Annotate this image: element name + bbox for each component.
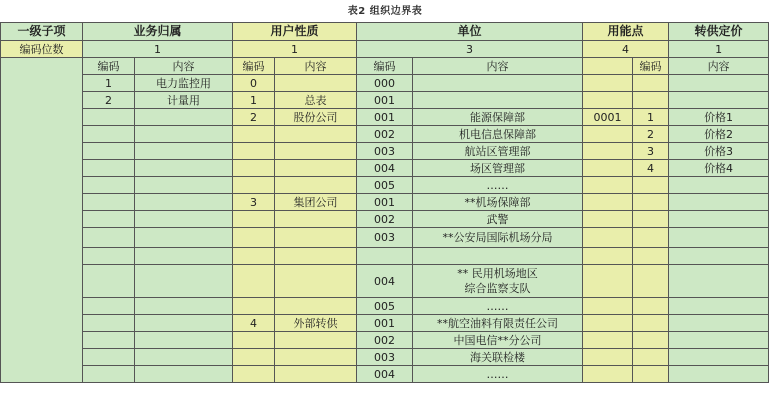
cell-user-code: 3 <box>233 194 275 211</box>
cell-biz-code <box>83 126 135 143</box>
cell-energy-point <box>583 366 633 383</box>
cell-energy-point <box>583 248 633 265</box>
subheader-unit-content: 内容 <box>413 58 583 75</box>
cell-user-content <box>275 265 357 298</box>
cell-user-code <box>233 126 275 143</box>
cell-unit-code: 005 <box>357 298 413 315</box>
cell-unit-content <box>413 248 583 265</box>
cell-user-code <box>233 349 275 366</box>
cell-price-content <box>669 92 769 109</box>
table-row <box>1 126 769 143</box>
digits-row <box>1 41 769 58</box>
cell-biz-code <box>83 228 135 248</box>
cell-energy-point <box>583 194 633 211</box>
col-header-business: 业务归属 <box>83 23 233 41</box>
cell-price-content: 价格1 <box>669 109 769 126</box>
cell-unit-content <box>413 75 583 92</box>
cell-user-content: 外部转供 <box>275 315 357 332</box>
org-boundary-table <box>0 22 769 383</box>
cell-biz-code <box>83 366 135 383</box>
cell-price-code <box>633 298 669 315</box>
cell-price-content <box>669 349 769 366</box>
cell-user-content <box>275 349 357 366</box>
cell-user-code: 4 <box>233 315 275 332</box>
cell-biz-content <box>135 109 233 126</box>
cell-unit-content: 海关联检楼 <box>413 349 583 366</box>
digits-label: 编码位数 <box>1 41 83 58</box>
cell-biz-content <box>135 315 233 332</box>
cell-price-content <box>669 75 769 92</box>
table-row <box>1 248 769 265</box>
table-row <box>1 109 769 126</box>
cell-price-code <box>633 75 669 92</box>
cell-unit-content: ** 民用机场地区 综合监察支队 <box>413 265 583 298</box>
cell-price-code <box>633 265 669 298</box>
table-row <box>1 75 769 92</box>
cell-biz-content <box>135 298 233 315</box>
cell-biz-code <box>83 177 135 194</box>
cell-unit-content: 能源保障部 <box>413 109 583 126</box>
cell-biz-content: 计量用 <box>135 92 233 109</box>
subheader-price-code: 编码 <box>633 58 669 75</box>
cell-price-code <box>633 228 669 248</box>
cell-user-code <box>233 160 275 177</box>
subheader-price-content: 内容 <box>669 58 769 75</box>
cell-energy-point <box>583 265 633 298</box>
cell-price-code <box>633 248 669 265</box>
cell-price-code <box>633 315 669 332</box>
cell-unit-content: **公安局国际机场分局 <box>413 228 583 248</box>
cell-biz-code <box>83 211 135 228</box>
cell-price-content: 价格2 <box>669 126 769 143</box>
subheader-unit-code: 编码 <box>357 58 413 75</box>
table-row <box>1 211 769 228</box>
cell-price-content <box>669 332 769 349</box>
cell-user-content: 集团公司 <box>275 194 357 211</box>
level1-blank-cell <box>1 58 83 383</box>
cell-biz-code <box>83 109 135 126</box>
cell-user-code: 2 <box>233 109 275 126</box>
col-header-unit: 单位 <box>357 23 583 41</box>
cell-biz-content <box>135 265 233 298</box>
cell-price-content: 价格3 <box>669 143 769 160</box>
cell-unit-code: 003 <box>357 349 413 366</box>
cell-price-content: 价格4 <box>669 160 769 177</box>
cell-energy-point <box>583 160 633 177</box>
cell-biz-code <box>83 160 135 177</box>
cell-price-code <box>633 194 669 211</box>
cell-price-content <box>669 248 769 265</box>
cell-price-code: 4 <box>633 160 669 177</box>
cell-biz-code <box>83 143 135 160</box>
cell-unit-code: 003 <box>357 143 413 160</box>
cell-unit-content: 机电信息保障部 <box>413 126 583 143</box>
cell-user-content <box>275 211 357 228</box>
table-row <box>1 349 769 366</box>
cell-biz-content <box>135 143 233 160</box>
subheader-row <box>1 58 769 75</box>
cell-energy-point <box>583 143 633 160</box>
digits-unit: 3 <box>357 41 583 58</box>
cell-biz-content <box>135 126 233 143</box>
cell-price-content <box>669 265 769 298</box>
subheader-energy-blank <box>583 58 633 75</box>
table-row <box>1 194 769 211</box>
col-header-user-type: 用户性质 <box>233 23 357 41</box>
cell-biz-content <box>135 211 233 228</box>
cell-user-content <box>275 366 357 383</box>
table-row <box>1 298 769 315</box>
cell-price-code <box>633 349 669 366</box>
col-header-level1: 一级子项 <box>1 23 83 41</box>
digits-energy-point: 4 <box>583 41 669 58</box>
cell-user-content <box>275 160 357 177</box>
cell-energy-point <box>583 349 633 366</box>
table-row <box>1 143 769 160</box>
cell-price-content <box>669 315 769 332</box>
cell-energy-point <box>583 211 633 228</box>
cell-price-code <box>633 177 669 194</box>
cell-unit-content: 场区管理部 <box>413 160 583 177</box>
cell-unit-content: …… <box>413 298 583 315</box>
cell-user-code <box>233 177 275 194</box>
cell-energy-point <box>583 298 633 315</box>
cell-biz-content <box>135 349 233 366</box>
col-header-energy-point: 用能点 <box>583 23 669 41</box>
cell-user-content: 总表 <box>275 92 357 109</box>
cell-user-code <box>233 248 275 265</box>
cell-biz-code <box>83 265 135 298</box>
digits-user-type: 1 <box>233 41 357 58</box>
cell-user-code <box>233 298 275 315</box>
subheader-biz-code: 编码 <box>83 58 135 75</box>
table-title: 表2 组织边界表 <box>347 6 423 17</box>
cell-biz-code: 2 <box>83 92 135 109</box>
cell-unit-code: 004 <box>357 265 413 298</box>
cell-unit-code: 001 <box>357 194 413 211</box>
cell-user-code: 0 <box>233 75 275 92</box>
subheader-user-content: 内容 <box>275 58 357 75</box>
cell-price-content <box>669 177 769 194</box>
cell-biz-content <box>135 366 233 383</box>
cell-energy-point: 0001 <box>583 109 633 126</box>
cell-unit-code: 002 <box>357 126 413 143</box>
header-row <box>1 23 769 41</box>
cell-energy-point <box>583 315 633 332</box>
cell-unit-code: 004 <box>357 366 413 383</box>
cell-unit-code: 005 <box>357 177 413 194</box>
cell-user-content <box>275 298 357 315</box>
cell-price-code <box>633 92 669 109</box>
cell-biz-content <box>135 248 233 265</box>
cell-user-content <box>275 332 357 349</box>
cell-unit-content: …… <box>413 177 583 194</box>
cell-price-code <box>633 366 669 383</box>
cell-price-content <box>669 366 769 383</box>
cell-user-content <box>275 126 357 143</box>
cell-user-content <box>275 75 357 92</box>
cell-user-content <box>275 143 357 160</box>
cell-price-code: 1 <box>633 109 669 126</box>
cell-unit-content: 航站区管理部 <box>413 143 583 160</box>
cell-price-code: 3 <box>633 143 669 160</box>
cell-energy-point <box>583 332 633 349</box>
cell-unit-code: 003 <box>357 228 413 248</box>
cell-unit-code: 002 <box>357 211 413 228</box>
cell-user-content <box>275 177 357 194</box>
table-row <box>1 160 769 177</box>
cell-biz-code <box>83 194 135 211</box>
cell-price-content <box>669 228 769 248</box>
cell-energy-point <box>583 177 633 194</box>
cell-unit-content: **机场保障部 <box>413 194 583 211</box>
cell-energy-point <box>583 126 633 143</box>
cell-unit-code: 000 <box>357 75 413 92</box>
cell-biz-code <box>83 349 135 366</box>
cell-biz-content: 电力监控用 <box>135 75 233 92</box>
cell-biz-code <box>83 298 135 315</box>
cell-biz-content <box>135 177 233 194</box>
cell-user-code <box>233 366 275 383</box>
cell-price-code <box>633 211 669 228</box>
cell-price-content <box>669 298 769 315</box>
cell-unit-content: …… <box>413 366 583 383</box>
table-row <box>1 228 769 248</box>
cell-unit-code: 001 <box>357 109 413 126</box>
cell-price-content <box>669 194 769 211</box>
cell-price-content <box>669 211 769 228</box>
cell-biz-code: 1 <box>83 75 135 92</box>
table-row <box>1 177 769 194</box>
cell-user-code <box>233 228 275 248</box>
cell-biz-content <box>135 194 233 211</box>
cell-unit-code: 001 <box>357 315 413 332</box>
cell-user-code <box>233 265 275 298</box>
table-row <box>1 265 769 298</box>
cell-price-code: 2 <box>633 126 669 143</box>
table-row <box>1 315 769 332</box>
cell-energy-point <box>583 75 633 92</box>
digits-business: 1 <box>83 41 233 58</box>
cell-unit-content: 中国电信**分公司 <box>413 332 583 349</box>
cell-user-code <box>233 332 275 349</box>
cell-biz-code <box>83 248 135 265</box>
cell-biz-content <box>135 228 233 248</box>
cell-energy-point <box>583 228 633 248</box>
cell-biz-content <box>135 160 233 177</box>
cell-biz-content <box>135 332 233 349</box>
col-header-transfer-price: 转供定价 <box>669 23 769 41</box>
cell-unit-code: 002 <box>357 332 413 349</box>
cell-biz-code <box>83 332 135 349</box>
subheader-biz-content: 内容 <box>135 58 233 75</box>
cell-unit-code: 001 <box>357 92 413 109</box>
cell-user-code <box>233 143 275 160</box>
subheader-user-code: 编码 <box>233 58 275 75</box>
cell-unit-content: 武警 <box>413 211 583 228</box>
digits-transfer-price: 1 <box>669 41 769 58</box>
cell-unit-content: **航空油料有限责任公司 <box>413 315 583 332</box>
cell-user-content <box>275 248 357 265</box>
cell-unit-code <box>357 248 413 265</box>
cell-unit-content <box>413 92 583 109</box>
table-row <box>1 92 769 109</box>
cell-user-content <box>275 228 357 248</box>
cell-energy-point <box>583 92 633 109</box>
cell-user-code <box>233 211 275 228</box>
table-row <box>1 332 769 349</box>
cell-price-code <box>633 332 669 349</box>
table-row <box>1 366 769 383</box>
cell-unit-code: 004 <box>357 160 413 177</box>
cell-user-code: 1 <box>233 92 275 109</box>
cell-user-content: 股份公司 <box>275 109 357 126</box>
cell-biz-code <box>83 315 135 332</box>
